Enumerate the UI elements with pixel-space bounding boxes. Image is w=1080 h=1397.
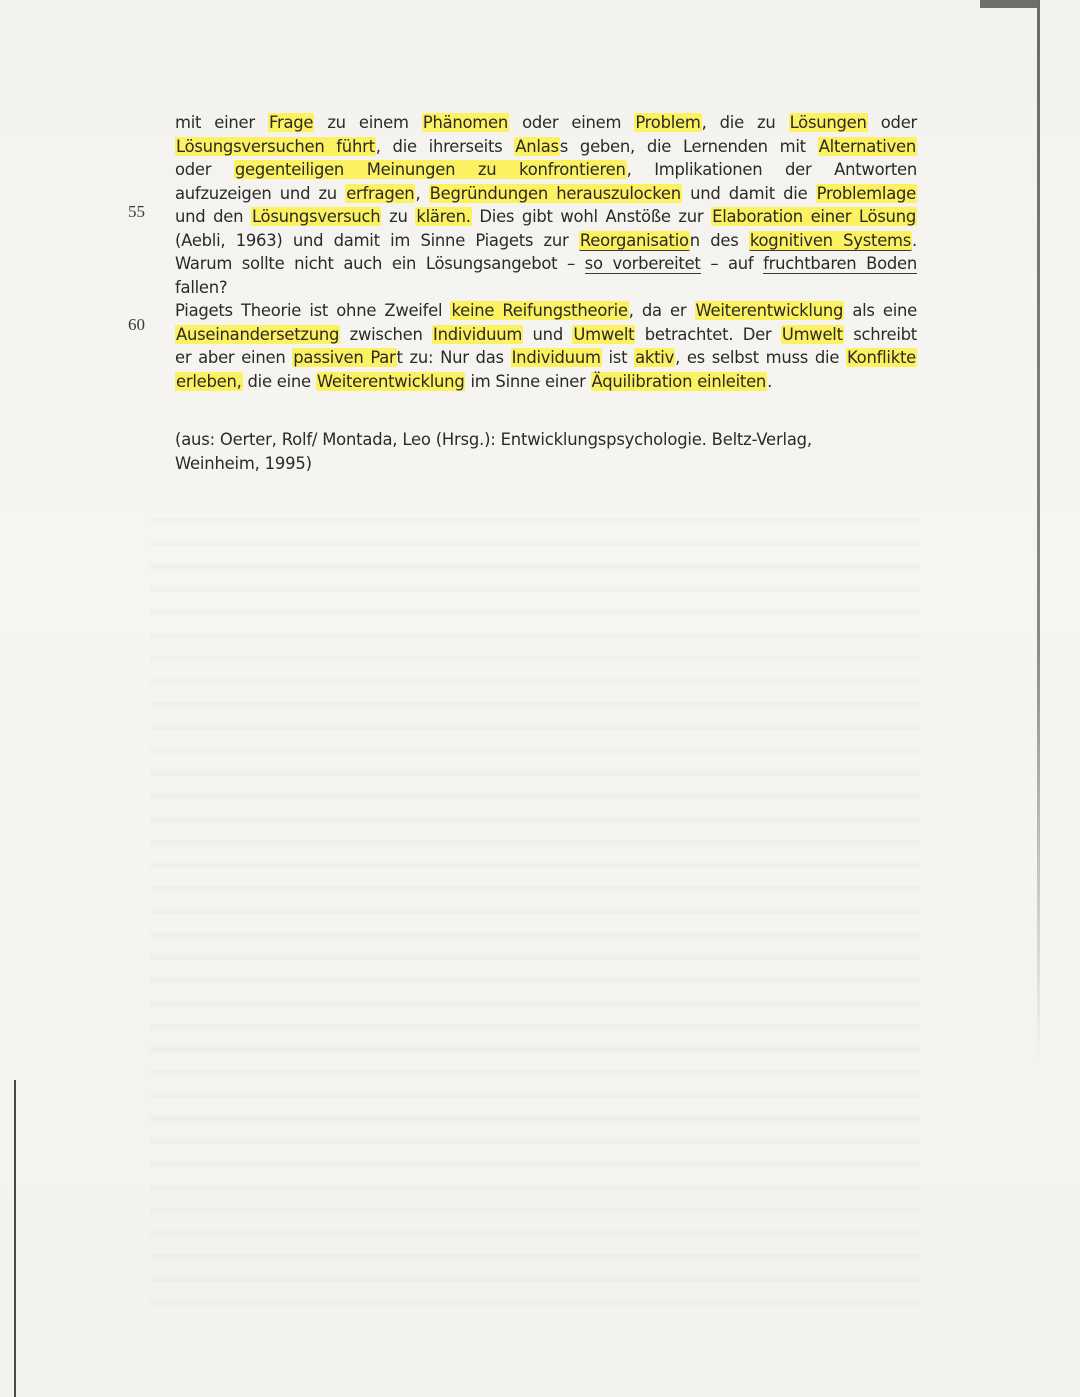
- highlighted-phrase: Lösungen: [789, 113, 867, 132]
- highlighted-phrase: Lösungsversuch: [251, 207, 381, 226]
- highlighted-phrase: Alternativen: [818, 136, 916, 156]
- text-segment: oder: [867, 113, 918, 132]
- text-segment: aufzuzeigen und zu: [175, 183, 346, 203]
- text-segment: betrachtet. Der: [635, 324, 781, 344]
- text-segment: .: [912, 230, 917, 250]
- highlighted-phrase: Weiterentwicklung: [695, 301, 844, 320]
- text-line: [175, 370, 917, 394]
- text-segment: mit einer: [175, 113, 268, 132]
- citation-line-2: Weinheim, 1995): [175, 453, 312, 473]
- citation-line-1: (aus: Oerter, Rolf/ Montada, Leo (Hrsg.): Entwicklungspsychologie. Beltz-Verlag,: [175, 430, 812, 449]
- text-segment: er aber einen: [175, 348, 293, 367]
- text-line: [175, 135, 917, 159]
- text-segment: zu: [381, 207, 416, 226]
- highlighted-phrase: Elaboration einer Lösung: [712, 207, 916, 226]
- highlighted-phrase: Phänomen: [422, 113, 508, 132]
- text-segment: .: [767, 371, 773, 391]
- text-segment: und damit die: [681, 183, 816, 203]
- text-segment: , es selbst muss die: [675, 348, 846, 367]
- text-segment: als eine: [844, 301, 917, 320]
- highlighted-phrase: Umwelt: [781, 324, 843, 344]
- text-segment: oder: [175, 160, 234, 179]
- text-line: [175, 229, 917, 253]
- text-segment: schreibt: [843, 324, 917, 344]
- text-segment: ist: [601, 348, 635, 367]
- highlighted-phrase: erfragen: [346, 183, 415, 203]
- body-text: [175, 111, 917, 393]
- text-segment: und: [523, 324, 573, 344]
- line-number-60: 60: [128, 315, 145, 334]
- highlighted-phrase: Problemlage: [816, 183, 916, 203]
- text-segment: oder einem: [508, 113, 635, 132]
- highlighted-phrase: Individuum: [511, 348, 601, 367]
- text-segment: fallen?: [175, 277, 228, 297]
- highlighted-phrase: Individuum: [433, 324, 523, 344]
- highlighted-phrase: aktiv: [635, 348, 675, 367]
- text-segment: s geben, die Lernenden mit: [559, 136, 818, 156]
- page-edge-left: [14, 1080, 16, 1397]
- highlighted-phrase: Anlas: [515, 136, 559, 156]
- text-line: [175, 205, 917, 229]
- text-segment: die eine: [242, 371, 316, 391]
- highlighted-phrase: kognitiven Systems: [749, 230, 912, 250]
- underlined-phrase: fruchtbaren Boden: [763, 254, 918, 273]
- highlighted-phrase: Konflikte: [846, 348, 916, 367]
- text-segment: , die zu: [701, 113, 789, 132]
- highlighted-phrase: Frage: [268, 113, 314, 132]
- highlighted-phrase: Weiterentwicklung: [316, 371, 465, 391]
- text-segment: , die ihrerseits: [375, 136, 515, 156]
- highlighted-phrase: Problem: [635, 113, 701, 132]
- text-line: [175, 111, 917, 135]
- source-citation: [175, 428, 917, 475]
- text-line: [175, 346, 917, 370]
- line-number-55: 55: [128, 202, 145, 221]
- text-line: [175, 276, 917, 300]
- highlighted-phrase: passiven Par: [293, 348, 396, 367]
- text-segment: – auf: [700, 254, 764, 273]
- text-segment: Dies gibt wohl Anstöße zur: [471, 207, 712, 226]
- show-through-back-side: [150, 500, 920, 1320]
- text-segment: Piagets Theorie ist ohne Zweifel: [175, 301, 451, 320]
- highlighted-phrase: Äquilibration einleiten: [591, 371, 767, 391]
- text-line: [175, 323, 917, 347]
- text-line: [175, 299, 917, 323]
- text-segment: t zu: Nur das: [396, 348, 511, 367]
- text-segment: zu einem: [314, 113, 422, 132]
- highlighted-phrase: Lösungsversuchen führt: [176, 136, 375, 156]
- highlighted-phrase: Begründungen herauszulocken: [429, 183, 681, 203]
- underlined-phrase: so vorbereitet: [584, 254, 701, 273]
- text-line: [175, 158, 917, 182]
- highlighted-phrase: Auseinandersetzung: [176, 324, 340, 344]
- text-segment: ,: [415, 183, 429, 203]
- text-segment: , da er: [628, 301, 695, 320]
- highlighted-phrase: gegenteiligen Meinungen zu konfrontieren: [234, 160, 626, 179]
- text-segment: im Sinne einer: [465, 371, 591, 391]
- highlighted-phrase: klären.: [416, 207, 471, 226]
- page-edge-top: [980, 0, 1040, 8]
- text-segment: n des: [689, 230, 749, 250]
- highlighted-phrase: keine Reifungstheorie: [451, 301, 628, 320]
- page-edge-right: [1037, 0, 1040, 1060]
- text-segment: Warum sollte nicht auch ein Lösungsangebot –: [175, 254, 585, 273]
- highlighted-phrase: Umwelt: [573, 324, 635, 344]
- text-segment: (Aebli, 1963) und damit im Sinne Piagets zur: [175, 230, 579, 250]
- text-line: [175, 252, 917, 276]
- highlighted-phrase: erleben,: [176, 371, 242, 391]
- text-segment: , Implikationen der Antworten: [626, 160, 917, 179]
- text-segment: und den: [175, 207, 251, 226]
- highlighted-phrase: Reorganisatio: [579, 230, 689, 250]
- text-segment: zwischen: [340, 324, 433, 344]
- text-line: [175, 182, 917, 206]
